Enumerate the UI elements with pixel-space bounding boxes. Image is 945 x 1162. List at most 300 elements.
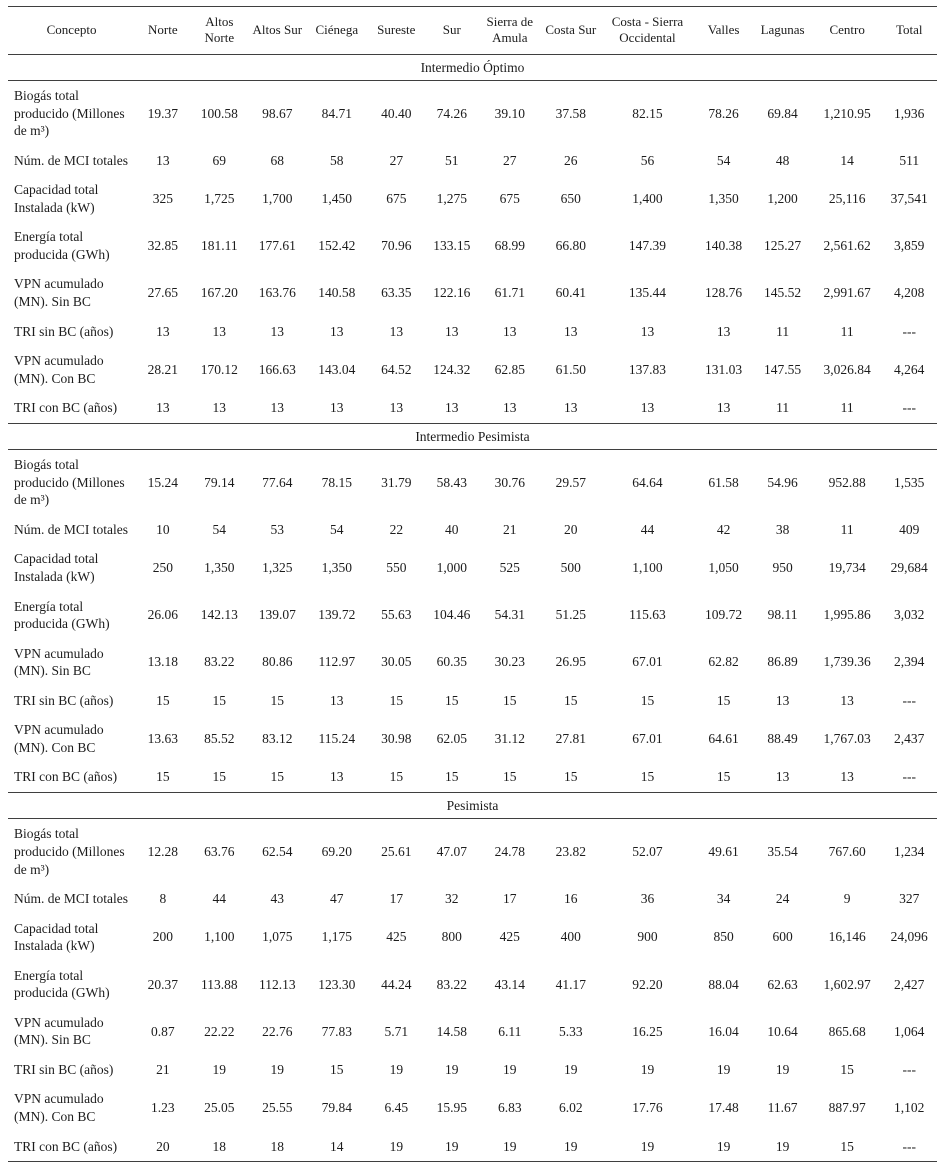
row-label: VPN acumulado (MN). Con BC — [14, 1091, 104, 1125]
table-cell: 20 — [156, 1138, 170, 1154]
section-title-row — [8, 54, 937, 81]
table-cell: 23.82 — [555, 844, 586, 859]
table-cell: 13 — [564, 323, 578, 339]
table-cell: 11 — [776, 323, 790, 339]
table-cell: 135.44 — [628, 285, 667, 301]
table-cell: 61.71 — [494, 285, 525, 301]
table-cell: 37,541 — [890, 191, 928, 206]
table-cell: 68 — [270, 152, 285, 168]
table-cell: 28.21 — [147, 361, 179, 377]
table-cell: 109.72 — [705, 607, 743, 623]
table-cell: 15 — [156, 692, 170, 708]
table-cell: 88.04 — [708, 976, 739, 992]
row-label: Núm. de MCI totales — [14, 521, 128, 537]
table-cell: 15 — [330, 1061, 344, 1077]
table-cell: 64.52 — [381, 361, 412, 377]
table-cell: 30.05 — [381, 654, 412, 670]
table-cell: 24 — [775, 891, 790, 907]
table-cell: 250 — [152, 560, 173, 576]
table-cell: 32 — [445, 891, 459, 907]
table-cell: 1,350 — [321, 560, 352, 576]
table-cell: 13 — [389, 400, 404, 416]
table-cell: 13 — [270, 323, 285, 339]
table-cell: 15 — [503, 769, 517, 785]
table-cell: 1,200 — [767, 191, 798, 206]
table-cell: 865.68 — [828, 1023, 866, 1039]
table-cell: 950 — [772, 560, 793, 576]
table-cell: 167.20 — [200, 285, 238, 301]
table-cell: 13 — [503, 323, 517, 339]
table-cell: 13 — [775, 692, 790, 708]
table-cell: 68.99 — [494, 238, 525, 254]
table-row — [8, 819, 937, 884]
table-cell: 20.37 — [147, 976, 179, 992]
row-label: TRI con BC (años) — [14, 769, 118, 785]
table-cell: 13 — [330, 692, 344, 708]
table-cell: 1,234 — [894, 844, 925, 859]
table-cell: 83.12 — [262, 731, 293, 747]
table-cell: 123.30 — [318, 976, 356, 992]
table-row — [8, 961, 937, 1008]
table-cell: 15 — [640, 692, 655, 708]
column-header: Sur — [426, 7, 478, 55]
table-row — [8, 715, 937, 762]
table-cell: 767.60 — [828, 844, 866, 859]
table-cell: 1,450 — [321, 191, 352, 206]
section-title-row — [8, 423, 937, 450]
table-cell: 62.05 — [436, 731, 467, 747]
table-cell: 15 — [840, 1061, 854, 1077]
table-cell: 53 — [270, 521, 285, 537]
table-cell: 104.46 — [433, 607, 471, 623]
table-cell: 15 — [389, 769, 404, 785]
section-title: Intermedio Óptimo — [8, 54, 937, 81]
table-cell: 51 — [445, 152, 459, 168]
table-row — [8, 1084, 937, 1131]
table-row — [8, 884, 937, 914]
table-cell: 200 — [152, 929, 173, 945]
table-cell: 409 — [899, 521, 920, 537]
table-cell: 16.25 — [632, 1023, 663, 1039]
table-cell: 82.15 — [632, 105, 663, 121]
table-cell: 13 — [840, 692, 854, 708]
table-row — [8, 317, 937, 347]
table-cell: 2,437 — [894, 731, 925, 747]
table-cell: 34 — [716, 891, 731, 907]
table-cell: 112.97 — [318, 654, 356, 670]
table-cell: 1,767.03 — [823, 731, 871, 747]
table-cell: 70.96 — [381, 238, 412, 254]
table-cell: 19 — [775, 1138, 790, 1154]
table-cell: 177.61 — [258, 238, 296, 254]
table-cell: 4,208 — [894, 285, 925, 301]
table-cell: 400 — [560, 929, 581, 945]
table-cell: 3,859 — [894, 238, 925, 254]
table-cell: 54 — [330, 521, 344, 537]
table-cell: 58.43 — [436, 474, 467, 490]
table-row — [8, 269, 937, 316]
table-row — [8, 393, 937, 423]
table-cell: 124.32 — [433, 361, 471, 377]
table-cell: 142.13 — [200, 607, 238, 623]
table-cell: 137.83 — [628, 361, 667, 377]
table-cell: 1,000 — [436, 560, 467, 576]
table-cell: 69 — [212, 152, 227, 168]
table-cell: 11 — [840, 400, 854, 416]
table-cell: 1,100 — [632, 560, 663, 576]
column-header: Lagunas — [752, 7, 813, 55]
table-cell: 1,700 — [262, 191, 293, 206]
table-cell: 13 — [156, 152, 170, 168]
table-cell: 79.14 — [204, 474, 235, 490]
table-cell: 80.86 — [262, 654, 293, 670]
table-cell: 112.13 — [258, 976, 296, 992]
table-cell: 38 — [775, 521, 790, 537]
table-cell: 25.55 — [262, 1100, 293, 1116]
table-cell: 12.28 — [147, 844, 179, 859]
table-row — [8, 639, 937, 686]
table-cell: 13 — [156, 323, 170, 339]
table-cell: 18 — [270, 1138, 285, 1154]
table-cell: 13 — [330, 400, 344, 416]
table-cell: 10.64 — [767, 1023, 798, 1039]
table-cell: 61.50 — [555, 361, 586, 377]
table-cell: 67.01 — [632, 731, 663, 747]
table-cell: 30.23 — [494, 654, 525, 670]
table-cell: 19 — [640, 1061, 655, 1077]
table-cell: 25.05 — [204, 1100, 235, 1116]
table-cell: 15 — [156, 769, 170, 785]
column-header: Centro — [813, 7, 882, 55]
table-cell: 42 — [716, 521, 731, 537]
table-cell: 125.27 — [764, 238, 802, 254]
table-cell: 14 — [330, 1138, 344, 1154]
table-cell: 29.57 — [555, 474, 586, 490]
table-cell: 62.85 — [494, 361, 525, 377]
table-cell: 66.80 — [555, 238, 586, 254]
column-header: Norte — [135, 7, 190, 55]
table-cell: 15 — [716, 769, 731, 785]
row-label: TRI sin BC (años) — [14, 1061, 114, 1077]
table-cell: 850 — [713, 929, 734, 945]
table-cell: 1,175 — [321, 929, 352, 945]
table-cell: 13 — [389, 323, 404, 339]
table-cell: 31.79 — [381, 474, 412, 490]
table-cell: 69.84 — [767, 105, 798, 121]
table-cell: 2,394 — [894, 654, 925, 670]
column-header: Valles — [695, 7, 752, 55]
table-body — [8, 54, 937, 1162]
table-cell: 6.02 — [558, 1100, 583, 1116]
table-cell: 550 — [386, 560, 407, 576]
table-cell: 13 — [716, 400, 731, 416]
table-cell: 425 — [499, 929, 520, 945]
table-cell: 128.76 — [705, 285, 743, 301]
table-cell: 600 — [772, 929, 793, 945]
section-title-row — [8, 792, 937, 819]
table-cell: 15 — [212, 769, 227, 785]
column-header: Sureste — [367, 7, 426, 55]
row-label: VPN acumulado (MN). Sin BC — [14, 1014, 104, 1048]
column-header: Altos Norte — [191, 7, 248, 55]
table-cell: 69.20 — [321, 844, 352, 859]
table-cell: 17.48 — [708, 1100, 739, 1116]
table-cell: 41.17 — [555, 976, 586, 992]
table-cell: 8 — [159, 891, 167, 907]
table-cell: 19.37 — [147, 105, 179, 121]
table-cell: 4,264 — [894, 361, 925, 377]
table-cell: 143.04 — [318, 361, 356, 377]
table-cell: 63.76 — [204, 844, 235, 859]
table-cell: --- — [902, 1138, 916, 1154]
table-cell: 47.07 — [436, 844, 467, 859]
table-cell: 0.87 — [151, 1023, 175, 1039]
table-cell: --- — [902, 692, 916, 708]
table-cell: 37.58 — [555, 105, 586, 121]
table-cell: 19 — [389, 1061, 404, 1077]
table-cell: 22.22 — [204, 1023, 235, 1039]
table-cell: 64.61 — [708, 731, 739, 747]
table-cell: 92.20 — [632, 976, 663, 992]
table-cell: 54.31 — [494, 607, 525, 623]
table-cell: 17 — [503, 891, 517, 907]
table-cell: 15 — [270, 769, 285, 785]
table-cell: 49.61 — [708, 844, 739, 859]
table-cell: 19 — [212, 1061, 227, 1077]
table-cell: 133.15 — [433, 238, 471, 254]
table-cell: 511 — [899, 152, 920, 168]
table-cell: 51.25 — [555, 607, 586, 623]
table-cell: 163.76 — [258, 285, 296, 301]
column-header: Costa Sur — [542, 7, 601, 55]
row-label: TRI con BC (años) — [14, 1138, 118, 1154]
table-cell: 17.76 — [632, 1100, 663, 1116]
table-cell: 887.97 — [828, 1100, 866, 1116]
table-cell: 139.07 — [258, 607, 296, 623]
table-cell: 19 — [445, 1138, 459, 1154]
table-cell: 26 — [564, 152, 578, 168]
table-cell: 43 — [270, 891, 285, 907]
table-cell: 16.04 — [708, 1023, 739, 1039]
table-cell: 147.39 — [628, 238, 667, 254]
column-header: Ciénega — [307, 7, 368, 55]
table-cell: 13 — [840, 769, 854, 785]
table-cell: 15 — [212, 692, 227, 708]
table-cell: 19 — [716, 1061, 731, 1077]
table-cell: 115.24 — [318, 731, 356, 747]
table-cell: 1,400 — [632, 191, 663, 206]
table-cell: 15 — [270, 692, 285, 708]
table-cell: 74.26 — [436, 105, 467, 121]
table-cell: 62.54 — [262, 844, 293, 859]
table-cell: 27 — [503, 152, 517, 168]
row-label: TRI sin BC (años) — [14, 323, 114, 339]
table-cell: 1,210.95 — [823, 105, 871, 121]
table-cell: 5.33 — [558, 1023, 583, 1039]
row-label: TRI sin BC (años) — [14, 692, 114, 708]
table-cell: 19 — [270, 1061, 285, 1077]
table-cell: 122.16 — [433, 285, 471, 301]
table-cell: 36 — [640, 891, 655, 907]
table-cell: 675 — [386, 191, 407, 206]
table-cell: 15 — [445, 769, 459, 785]
row-label: VPN acumulado (MN). Sin BC — [14, 276, 104, 309]
table-cell: 56 — [640, 152, 655, 168]
table-row — [8, 81, 937, 146]
table-cell: 32.85 — [147, 238, 179, 254]
table-row — [8, 592, 937, 639]
table-row — [8, 686, 937, 716]
table-cell: 1,325 — [262, 560, 293, 576]
table-cell: 25,116 — [828, 191, 866, 206]
table-cell: 14.58 — [436, 1023, 467, 1039]
table-cell: 525 — [499, 560, 520, 576]
table-cell: 84.71 — [321, 105, 352, 121]
table-row — [8, 1132, 937, 1162]
table-cell: 25.61 — [381, 844, 412, 859]
table-row — [8, 1055, 937, 1085]
column-header: Costa - Sierra Occidental — [600, 7, 695, 55]
table-cell: 6.11 — [498, 1023, 522, 1039]
table-cell: 675 — [499, 191, 520, 206]
table-cell: 3,032 — [894, 607, 925, 623]
table-cell: 83.22 — [436, 976, 467, 992]
table-cell: 58 — [330, 152, 344, 168]
table-cell: 86.89 — [767, 654, 798, 670]
table-cell: --- — [902, 769, 916, 785]
table-cell: 6.45 — [384, 1100, 409, 1116]
table-cell: 19 — [564, 1138, 578, 1154]
row-label: Biogás total producido (Millones de m³) — [14, 826, 125, 877]
table-cell: 64.64 — [632, 474, 663, 490]
table-cell: 54 — [212, 521, 227, 537]
table-cell: 11.67 — [767, 1100, 798, 1116]
table-cell: 13 — [445, 400, 459, 416]
table-cell: 100.58 — [200, 105, 238, 121]
row-label: VPN acumulado (MN). Con BC — [14, 722, 104, 755]
table-cell: 54.96 — [767, 474, 798, 490]
table-row — [8, 544, 937, 591]
table-cell: 1,995.86 — [823, 607, 871, 623]
table-cell: 1,725 — [204, 191, 235, 206]
table-cell: 140.38 — [705, 238, 743, 254]
table-cell: 145.52 — [764, 285, 802, 301]
table-cell: 15 — [389, 692, 404, 708]
table-cell: 11 — [840, 323, 854, 339]
table-cell: --- — [902, 400, 916, 416]
row-label: Núm. de MCI totales — [14, 891, 128, 907]
table-cell: 15 — [716, 692, 731, 708]
table-cell: 21 — [156, 1061, 170, 1077]
table-cell: 1,350 — [708, 191, 739, 206]
table-cell: 13 — [775, 769, 790, 785]
column-header: Altos Sur — [248, 7, 307, 55]
header-row — [8, 7, 937, 55]
table-cell: 67.01 — [632, 654, 663, 670]
row-label: Núm. de MCI totales — [14, 152, 128, 168]
table-cell: 131.03 — [705, 361, 743, 377]
table-cell: 60.41 — [555, 285, 586, 301]
table-cell: 1,602.97 — [823, 976, 871, 992]
table-cell: --- — [902, 1061, 916, 1077]
table-cell: 800 — [441, 929, 462, 945]
table-cell: 15 — [840, 1138, 854, 1154]
table-cell: 10 — [156, 521, 170, 537]
table-cell: 15.24 — [147, 474, 179, 490]
column-header: Concepto — [8, 7, 135, 55]
table-cell: 115.63 — [629, 607, 666, 623]
table-cell: 78.15 — [321, 474, 352, 490]
table-cell: 170.12 — [200, 361, 238, 377]
column-header: Sierra de Amula — [478, 7, 542, 55]
table-cell: 5.71 — [384, 1023, 409, 1039]
table-cell: 15 — [503, 692, 517, 708]
row-label: TRI con BC (años) — [14, 400, 118, 416]
table-cell: 13 — [503, 400, 517, 416]
row-label: VPN acumulado (MN). Sin BC — [14, 645, 104, 679]
table-cell: 44.24 — [381, 976, 412, 992]
table-cell: 13 — [716, 323, 731, 339]
table-row — [8, 914, 937, 961]
table-cell: 47 — [330, 891, 344, 907]
row-label: Capacidad total Instalada (kW) — [14, 182, 99, 215]
table-cell: 13 — [445, 323, 459, 339]
table-cell: 13 — [640, 323, 655, 339]
column-header: Total — [881, 7, 937, 55]
table-cell: 13 — [640, 400, 655, 416]
table-cell: 2,991.67 — [823, 285, 871, 301]
section-title: Intermedio Pesimista — [8, 423, 937, 450]
table-cell: 166.63 — [258, 361, 296, 377]
row-label: Capacidad total Instalada (kW) — [14, 551, 99, 584]
table-cell: 31.12 — [494, 731, 525, 747]
table-cell: 19 — [389, 1138, 404, 1154]
table-cell: 147.55 — [764, 361, 802, 377]
table-cell: 85.52 — [204, 731, 235, 747]
table-cell: 6.83 — [497, 1100, 522, 1116]
table-cell: 19 — [503, 1061, 517, 1077]
row-label: Biogás total producido (Millones de m³) — [14, 457, 125, 508]
row-label: Biogás total producido (Millones de m³) — [14, 88, 125, 139]
table-cell: 27.65 — [147, 285, 179, 301]
table-cell: 17 — [389, 891, 404, 907]
table-cell: 77.83 — [321, 1023, 352, 1039]
table-cell: 113.88 — [200, 976, 238, 992]
table-cell: 15 — [445, 692, 459, 708]
table-cell: 22 — [389, 521, 404, 537]
table-cell: 3,026.84 — [823, 361, 871, 377]
table-cell: 13 — [330, 323, 344, 339]
table-cell: 152.42 — [318, 238, 356, 254]
table-cell: --- — [902, 323, 916, 339]
table-cell: 13 — [564, 400, 578, 416]
table-cell: 77.64 — [262, 474, 293, 490]
table-row — [8, 175, 937, 222]
table-cell: 22.76 — [262, 1023, 293, 1039]
table-cell: 1,936 — [894, 105, 925, 121]
table-cell: 15 — [564, 769, 578, 785]
table-cell: 1,350 — [204, 560, 235, 576]
section-title: Pesimista — [8, 792, 937, 819]
table-cell: 30.98 — [381, 731, 412, 747]
table-cell: 88.49 — [767, 731, 798, 747]
table-cell: 900 — [637, 929, 658, 945]
table-cell: 1,275 — [436, 191, 467, 206]
table-cell: 26.95 — [555, 654, 586, 670]
table-cell: 140.58 — [318, 285, 356, 301]
table-cell: 63.35 — [381, 285, 412, 301]
table-cell: 13 — [212, 400, 227, 416]
